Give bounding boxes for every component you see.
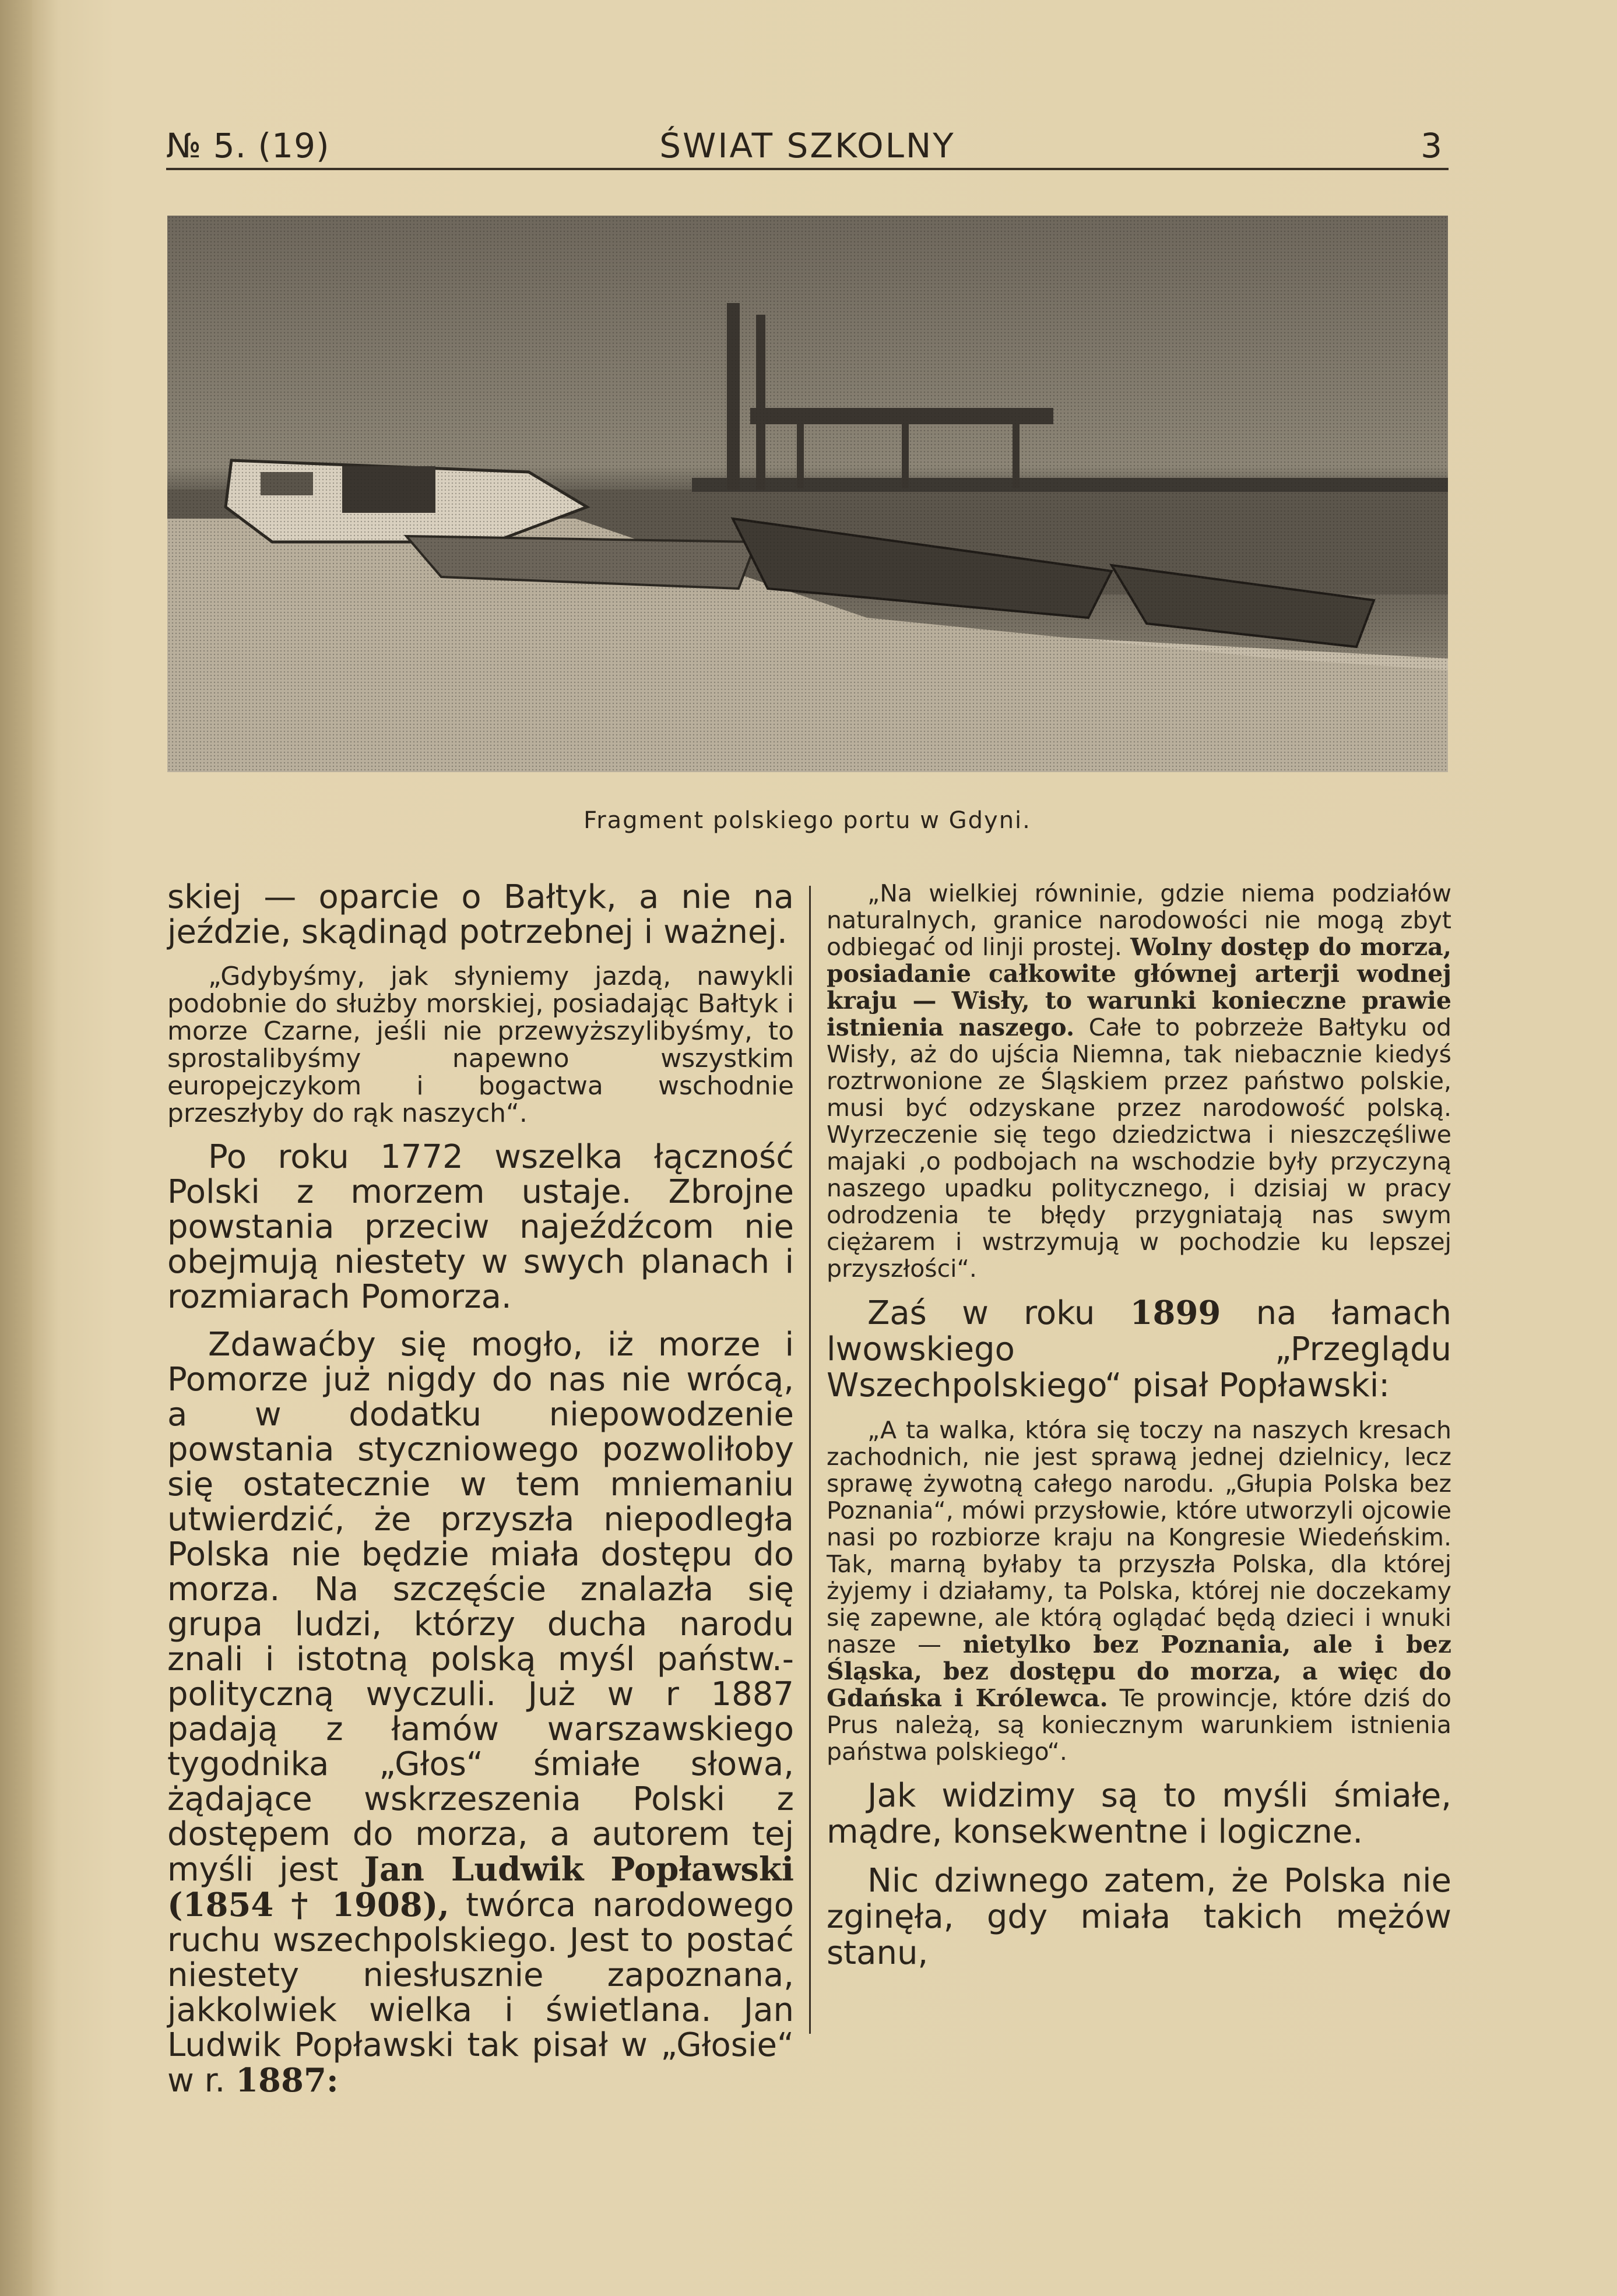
right-column — [827, 880, 1451, 1971]
paragraph-text: twórca narodowego ruchu wszechpolskiego. Jest to postać niestety niesłusznie zapoznana, jakkolwiek wielka i świetlana. Jan Ludwik Popławski tak pisał w „Głosie“ w r. — [167, 1886, 794, 2100]
emphasized-text: Wolny dostęp do morza, posiadanie całkowite głównej arterji wodnej kraju — Wisły, to warunki konieczne prawie istnienia naszego. — [827, 933, 1451, 1041]
year: 1887: — [235, 2061, 339, 2100]
quotation — [827, 880, 1451, 1282]
page-number: 3 — [1421, 126, 1443, 165]
quotation: „Gdybyśmy, jak słyniemy jazdą, nawykli podobnie do służby morskiej, posiadając Bałtyk i morze Czarne, jeśli nie przewyższylibyśmy, to sprostalibyśmy napewno wszystkim europejczykom i bogactwa wschodnie przeszłyby do rąk naszych“. — [167, 962, 794, 1128]
left-column — [167, 880, 794, 2098]
quotation-text: „Na wielkiej równinie, gdzie niema podziałów naturalnych, granice narodowości nie mogą zbyt odbiegać od linji prostej. — [827, 879, 1451, 961]
paragraph: Po roku 1772 wszelka łączność Polski z morzem ustaje. Zbrojne powstania przeciw najeźdźcom nie obejmują niestety w swych planach i rozmiarach Pomorza. — [167, 1138, 794, 1316]
column-divider — [809, 886, 811, 2034]
quotation — [827, 1417, 1451, 1765]
author-name: Jan Ludwik Popławski (1854 † 1908), — [167, 1850, 794, 1924]
paragraph-text: Zdawaćby się mogło, iż morze i Pomorze już nigdy do nas nie wrócą, a w dodatku niepowodzenie powstania styczniowego pozwoliłoby się ostatecznie w tem mniemaniu utwierdzić, że przyszła niepodległa Polska nie będzie miała dostępu do morza. Na szczęście znalazła się grupa ludzi, którzy ducha narodu znali i istotną polską myśl państw.-polityczną wyczuli. Już w r 1887 padają z łamów warszawskiego tygodnika „Głos“ śmiałe słowa, żądające wskrzeszenia Polski z dostępem do morza, a autorem tej myśli jest — [167, 1326, 794, 1889]
magazine-title: ŚWIAT SZKOLNY — [659, 126, 955, 165]
photo-caption: Fragment polskiego portu w Gdyni. — [583, 807, 1031, 834]
paragraph: skiej — oparcie o Bałtyk, a nie na jeździe, skądinąd potrzebnej i ważnej. — [167, 878, 794, 951]
paragraph-text: Zaś w roku — [867, 1294, 1130, 1332]
quotation-text: Te prowincje, które dziś do Prus należą, są koniecznym warunkiem istnienia państwa polskiego“. — [827, 1684, 1452, 1766]
paragraph-text: na łamach lwowskiego „Przeglądu Wszechpolskiego“ pisał Popławski: — [827, 1294, 1451, 1404]
issue-number: № 5. (19) — [166, 126, 330, 165]
emphasized-text: nietylko bez Poznania, ale i bez Śląska, bez dostępu do morza, a więc do Gdańska i Królewca. — [827, 1631, 1451, 1712]
quotation-text: Całe to pobrzeże Bałtyku od Wisły, aż do ujścia Niemna, tak niebacznie kiedyś roztrwonione ze Śląskiem przez państwo polskie, musi być odzyskane przez narodowość polską. Wyrzeczenie się tego dziedzictwa i nieszczęśliwe majaki ,o podbojach na wschodzie były przyczyną naszego upadku politycznego, i dzisiaj w pracy odrodzenia te błędy przygniatają nas swym ciężarem i wstrzymują w pochodzie ku lepszej przyszłości“. — [827, 1013, 1451, 1283]
paragraph: Nic dziwnego zatem, że Polska nie zginęła, gdy miała takich mężów stanu, — [827, 1862, 1451, 1972]
quotation-text: „A ta walka, która się toczy na naszych kresach zachodnich, nie jest sprawą jednej dzielnicy, lecz sprawę żywotną całego narodu. „Głupia Polska bez Poznania“, mówi przysłowie, które utworzyli ojcowie nasi po rozbiorze kraju na Kongresie Wiedeńskim. Tak, marną byłaby ta przyszła Polska, dla której żyjemy i działamy, ta Polska, której nie doczekamy się zapewne, ale którą oglądać będą dzieci i wnuki nasze — — [827, 1416, 1451, 1658]
page-header — [166, 121, 1449, 170]
paragraph — [167, 1327, 794, 2098]
paragraph — [827, 1295, 1451, 1404]
port-photograph — [167, 216, 1448, 772]
year: 1899 — [1130, 1294, 1221, 1332]
paragraph: Jak widzimy są to myśli śmiałe, mądre, konsekwentne i logiczne. — [827, 1777, 1451, 1851]
binding-spine — [0, 0, 32, 2296]
